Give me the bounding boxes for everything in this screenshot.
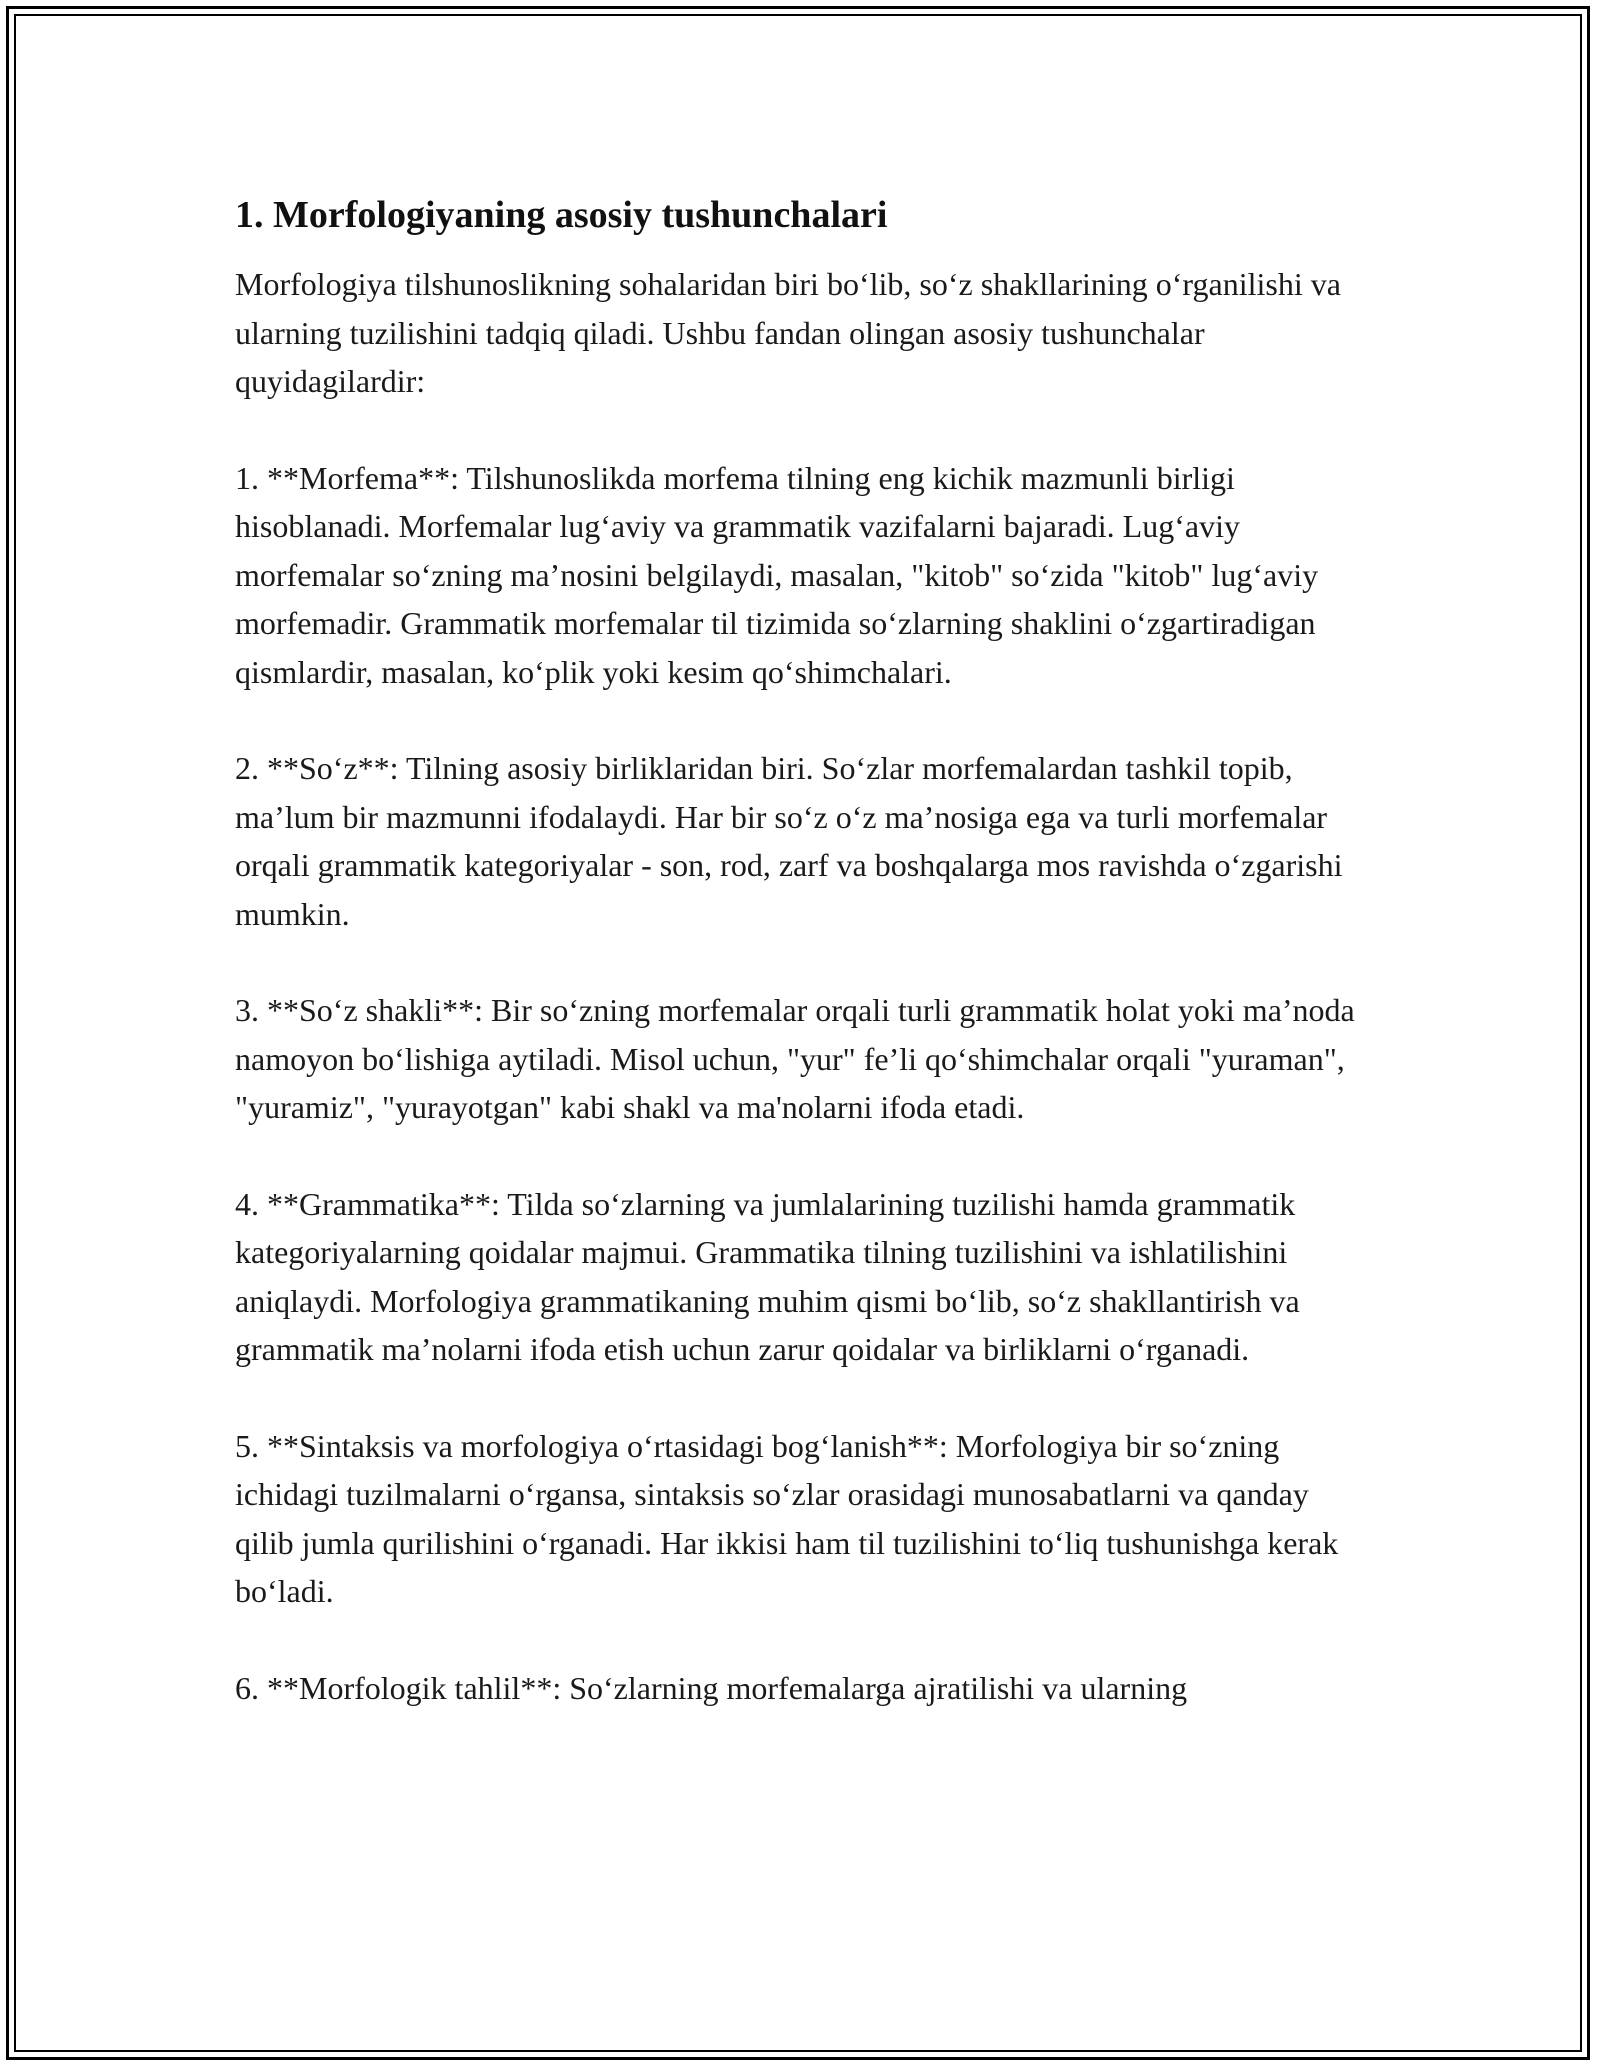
item-soz: 2. **So‘z**: Tilning asosiy birliklaridan biri. So‘zlar morfemalardan tashkil topib, ma’lum bir mazmunni ifodalaydi. Har bir so‘z o‘z ma’nosiga ega va turli morfemalar orqali grammatik kategoriyalar - son, rod, zarf va boshqalarga mos ravishda o‘zgarishi mumkin. xyxy=(235,750,1343,932)
item-sintaksis-morfologiya: 5. **Sintaksis va morfologiya o‘rtasidagi bog‘lanish**: Morfologiya bir so‘zning ichidagi tuzilmalarni o‘rgansa, sintaksis so‘zlar orasidagi munosabatlarni va qanday qilib jumla qurilishini o‘rganadi. Har ikkisi ham til tuzilishini to‘liq tushunishga kerak bo‘ladi. xyxy=(235,1427,1339,1609)
item-morfologik-tahlil: 6. **Morfologik tahlil**: So‘zlarning morfemalarga ajratilishi va ularning xyxy=(235,1669,1188,1706)
item-soz-shakli: 3. **So‘z shakli**: Bir so‘zning morfemalar orqali turli grammatik holat yoki ma’noda namoyon bo‘lishiga aytiladi. Misol uchun, "yur" fe’li qo‘shimchalar orqali "yuraman", "yuramiz", "yurayotgan" kabi shakl va ma'nolarni ifoda etadi. xyxy=(235,992,1355,1125)
document-body xyxy=(235,188,1365,1760)
item-morfema: 1. **Morfema**: Tilshunoslikda morfema tilning eng kichik mazmunli birligi hisoblanadi. Morfemalar lug‘aviy va grammatik vazifalarni bajaradi. Lug‘aviy morfemalar so‘zning ma’nosini belgilaydi, masalan, "kitob" so‘zida "kitob" lug‘aviy morfemadir. Grammatik morfemalar til tizimida so‘zlarning shaklini o‘zgartiradigan qismlardir, masalan, ko‘plik yoki kesim qo‘shimchalari. xyxy=(235,459,1319,690)
item-grammatika: 4. **Grammatika**: Tilda so‘zlarning va jumlalarining tuzilishi hamda grammatik kategoriyalarning qoidalar majmui. Grammatika tilning tuzilishini va ishlatilishini aniqlaydi. Morfologiya grammatikaning muhim qismi bo‘lib, so‘z shakllantirish va grammatik ma’nolarni ifoda etish uchun zarur qoidalar va birliklarni o‘rganadi. xyxy=(235,1185,1300,1367)
document-title: 1. Morfologiyaning asosiy tushunchalari xyxy=(235,194,888,236)
intro-paragraph: Morfologiya tilshunoslikning sohalaridan biri bo‘lib, so‘z shakllarining o‘rganilishi va ularning tuzilishini tadqiq qiladi. Ushbu fandan olingan asosiy tushunchalar quyidagilardir: xyxy=(235,266,1341,399)
